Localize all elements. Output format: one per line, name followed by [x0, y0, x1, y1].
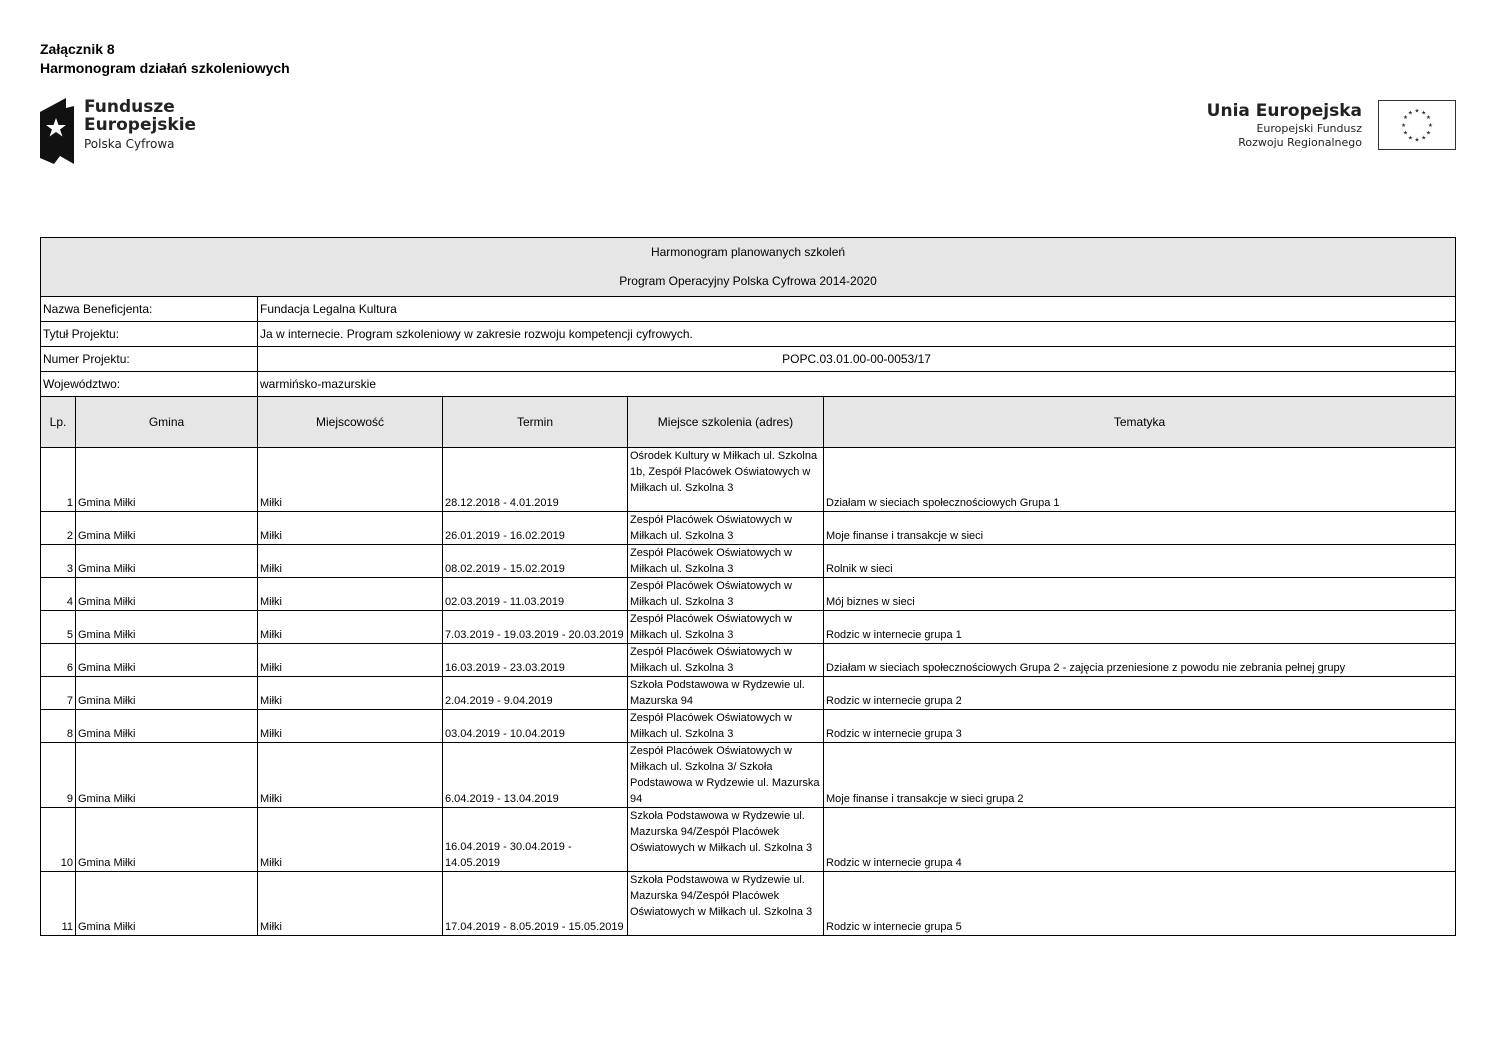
row-number: 1: [41, 448, 76, 512]
gmina-cell: Gmina Miłki: [76, 644, 258, 677]
tematyka-cell: Mój biznes w sieci: [824, 578, 1456, 611]
address-cell: Ośrodek Kultury w Miłkach ul. Szkolna 1b, Zespół Placówek Oświatowych w Miłkach ul. Szkolna 3: [628, 448, 824, 512]
gmina-cell: Gmina Miłki: [76, 512, 258, 545]
fundusze-europejskie-logo: [40, 98, 196, 164]
address-cell: Zespół Placówek Oświatowych w Miłkach ul. Szkolna 3: [628, 545, 824, 578]
address-cell: Szkoła Podstawowa w Rydzewie ul. Mazurska 94/Zespół Placówek Oświatowych w Miłkach ul. Szkolna 3: [628, 808, 824, 872]
eu-flag-icon: [1378, 100, 1456, 150]
gmina-cell: Gmina Miłki: [76, 677, 258, 710]
svg-text:★: ★: [1421, 135, 1427, 142]
table-row: [41, 644, 1456, 677]
table-row: [41, 448, 1456, 512]
gmina-cell: Gmina Miłki: [76, 743, 258, 808]
gmina-cell: Gmina Miłki: [76, 808, 258, 872]
svg-text:★: ★: [1402, 130, 1409, 137]
termin-cell: 2.04.2019 - 9.04.2019: [443, 677, 628, 710]
tematyka-cell: Rodzic w internecie grupa 2: [824, 677, 1456, 710]
tematyka-cell: Rodzic w internecie grupa 3: [824, 710, 1456, 743]
row-number: 2: [41, 512, 76, 545]
gmina-cell: Gmina Miłki: [76, 611, 258, 644]
project-info: [41, 297, 1456, 397]
info-label: Nazwa Beneficjenta:: [41, 297, 258, 322]
termin-cell: 28.12.2018 - 4.01.2019: [443, 448, 628, 512]
address-cell: Szkoła Podstawowa w Rydzewie ul. Mazurska 94/Zespół Placówek Oświatowych w Miłkach ul. Szkolna 3: [628, 872, 824, 936]
row-number: 8: [41, 710, 76, 743]
miejscowosc-cell: Miłki: [258, 578, 443, 611]
col-header-termin: Termin: [443, 397, 628, 448]
document-title: Harmonogram działań szkoleniowych: [40, 60, 290, 76]
gmina-cell: Gmina Miłki: [76, 545, 258, 578]
address-cell: Zespół Placówek Oświatowych w Miłkach ul. Szkolna 3/ Szkoła Podstawowa w Rydzewie ul. Mazurska 94: [628, 743, 824, 808]
table-title-row: [41, 238, 1456, 297]
logo-right-line1: Unia Europejska: [1206, 101, 1362, 121]
attachment-number: Załącznik 8: [40, 41, 115, 57]
gmina-cell: Gmina Miłki: [76, 448, 258, 512]
row-number: 4: [41, 578, 76, 611]
svg-text:★: ★: [1414, 108, 1420, 115]
tematyka-cell: Moje finanse i transakcje w sieci: [824, 512, 1456, 545]
row-number: 11: [41, 872, 76, 936]
fe-star-icon: [40, 98, 74, 164]
logo-right-line3: Rozwoju Regionalnego: [1238, 136, 1362, 149]
termin-cell: 16.03.2019 - 23.03.2019: [443, 644, 628, 677]
tematyka-cell: Rodzic w internecie grupa 5: [824, 872, 1456, 936]
program-name: Program Operacyjny Polska Cyfrowa 2014-2020: [619, 274, 877, 288]
row-number: 7: [41, 677, 76, 710]
svg-text:★: ★: [1400, 122, 1407, 129]
miejscowosc-cell: Miłki: [258, 611, 443, 644]
address-cell: Zespół Placówek Oświatowych w Miłkach ul. Szkolna 3: [628, 512, 824, 545]
info-row: [41, 372, 1456, 397]
address-cell: Zespół Placówek Oświatowych w Miłkach ul. Szkolna 3: [628, 611, 824, 644]
col-header-miejscowosc: Miejscowość: [258, 397, 443, 448]
table-row: [41, 808, 1456, 872]
table-row: [41, 578, 1456, 611]
termin-cell: 03.04.2019 - 10.04.2019: [443, 710, 628, 743]
schedule-rows: [41, 448, 1456, 936]
info-label: Województwo:: [41, 372, 258, 397]
logo-left-line1: Fundusze: [84, 97, 175, 117]
miejscowosc-cell: Miłki: [258, 872, 443, 936]
info-row: [41, 347, 1456, 372]
svg-text:★: ★: [1402, 115, 1409, 122]
schedule-table: [40, 237, 1456, 936]
gmina-cell: Gmina Miłki: [76, 872, 258, 936]
termin-cell: 6.04.2019 - 13.04.2019: [443, 743, 628, 808]
svg-text:★: ★: [1414, 137, 1420, 144]
termin-cell: 16.04.2019 - 30.04.2019 - 14.05.2019: [443, 808, 628, 872]
termin-cell: 26.01.2019 - 16.02.2019: [443, 512, 628, 545]
eu-logo: [1207, 100, 1456, 150]
svg-text:★: ★: [1427, 122, 1434, 129]
info-label: Tytuł Projektu:: [41, 322, 258, 347]
termin-cell: 08.02.2019 - 15.02.2019: [443, 545, 628, 578]
info-value: Fundacja Legalna Kultura: [258, 297, 1456, 322]
col-header-lp: Lp.: [41, 397, 76, 448]
svg-text:★: ★: [1421, 110, 1427, 117]
svg-text:★: ★: [1425, 130, 1432, 137]
miejscowosc-cell: Miłki: [258, 743, 443, 808]
document-header: [40, 40, 290, 78]
table-row: [41, 677, 1456, 710]
miejscowosc-cell: Miłki: [258, 710, 443, 743]
miejscowosc-cell: Miłki: [258, 677, 443, 710]
miejscowosc-cell: Miłki: [258, 448, 443, 512]
info-row: [41, 322, 1456, 347]
column-header-row: [41, 397, 1456, 448]
gmina-cell: Gmina Miłki: [76, 578, 258, 611]
miejscowosc-cell: Miłki: [258, 545, 443, 578]
miejscowosc-cell: Miłki: [258, 644, 443, 677]
address-cell: Szkoła Podstawowa w Rydzewie ul. Mazurska 94: [628, 677, 824, 710]
table-title: Harmonogram planowanych szkoleń: [650, 245, 846, 259]
svg-text:★: ★: [1425, 115, 1432, 122]
logo-left-line2: Europejskie: [84, 115, 197, 135]
termin-cell: 17.04.2019 - 8.05.2019 - 15.05.2019: [443, 872, 628, 936]
col-header-adres: Miejsce szkolenia (adres): [628, 397, 824, 448]
table-row: [41, 611, 1456, 644]
tematyka-cell: Rodzic w internecie grupa 1: [824, 611, 1456, 644]
table-row: [41, 710, 1456, 743]
gmina-cell: Gmina Miłki: [76, 710, 258, 743]
tematyka-cell: Rodzic w internecie grupa 4: [824, 808, 1456, 872]
svg-text:★: ★: [1407, 135, 1413, 142]
table-row: [41, 743, 1456, 808]
table-row: [41, 512, 1456, 545]
info-label: Numer Projektu:: [41, 347, 258, 372]
svg-text:★: ★: [1407, 110, 1413, 117]
table-row: [41, 545, 1456, 578]
tematyka-cell: Rolnik w sieci: [824, 545, 1456, 578]
row-number: 3: [41, 545, 76, 578]
table-row: [41, 872, 1456, 936]
row-number: 9: [41, 743, 76, 808]
row-number: 10: [41, 808, 76, 872]
col-header-tematyka: Tematyka: [824, 397, 1456, 448]
info-value: Ja w internecie. Program szkoleniowy w zakresie rozwoju kompetencji cyfrowych.: [258, 322, 1456, 347]
tematyka-cell: Działam w sieciach społecznościowych Grupa 1: [824, 448, 1456, 512]
info-value: warmińsko-mazurskie: [258, 372, 1456, 397]
tematyka-cell: Działam w sieciach społecznościowych Grupa 2 - zajęcia przeniesione z powodu nie zebrania pełnej grupy: [824, 644, 1456, 677]
row-number: 6: [41, 644, 76, 677]
tematyka-cell: Moje finanse i transakcje w sieci grupa 2: [824, 743, 1456, 808]
address-cell: Zespół Placówek Oświatowych w Miłkach ul. Szkolna 3: [628, 644, 824, 677]
miejscowosc-cell: Miłki: [258, 512, 443, 545]
row-number: 5: [41, 611, 76, 644]
address-cell: Zespół Placówek Oświatowych w Miłkach ul. Szkolna 3: [628, 578, 824, 611]
termin-cell: 02.03.2019 - 11.03.2019: [443, 578, 628, 611]
logo-left-line3: Polska Cyfrowa: [84, 137, 175, 151]
info-value: POPC.03.01.00-00-0053/17: [258, 347, 1456, 372]
miejscowosc-cell: Miłki: [258, 808, 443, 872]
termin-cell: 7.03.2019 - 19.03.2019 - 20.03.2019: [443, 611, 628, 644]
address-cell: Zespół Placówek Oświatowych w Miłkach ul. Szkolna 3: [628, 710, 824, 743]
logo-right-line2: Europejski Fundusz: [1256, 122, 1362, 135]
info-row: [41, 297, 1456, 322]
col-header-gmina: Gmina: [76, 397, 258, 448]
